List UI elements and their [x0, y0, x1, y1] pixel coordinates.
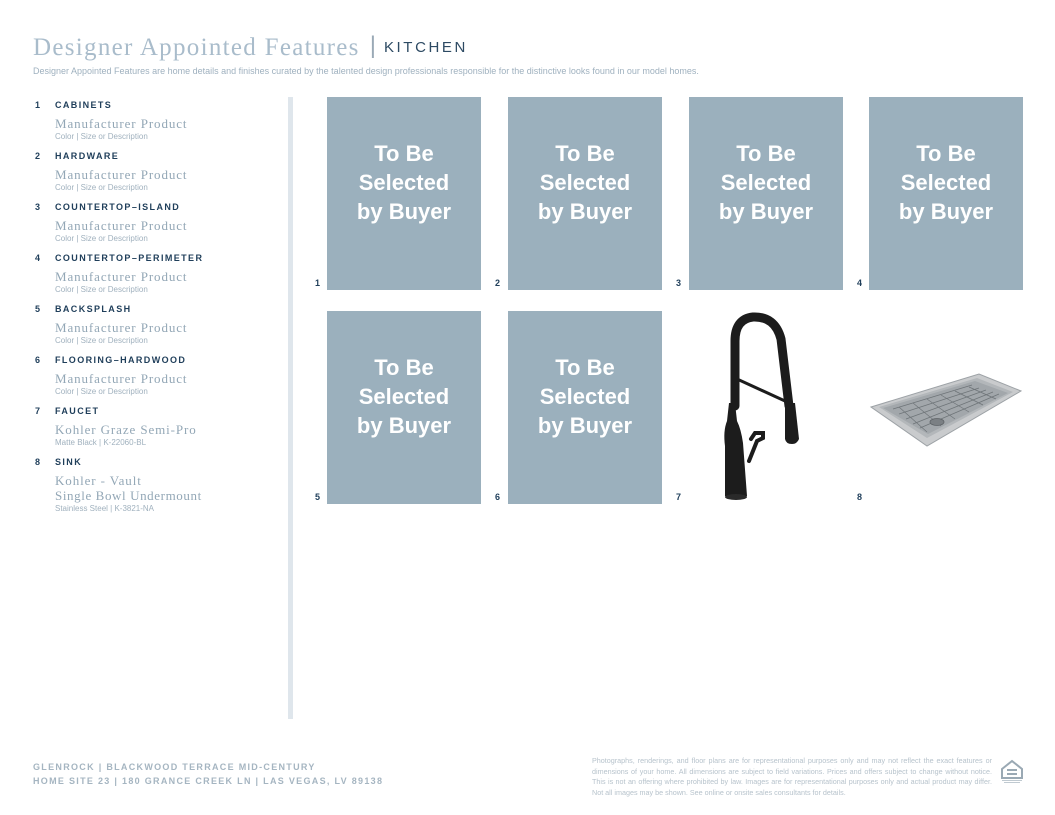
feature-item-flooring-hardwood — [35, 355, 275, 406]
feature-number: 8 — [35, 457, 41, 467]
feature-description: Color | Size or Description — [55, 336, 148, 345]
legal-disclaimer: Photographs, renderings, and floor plans are for representational purposes only and may not reflect the exact features or dimensions of your home. All dimensions are subject to field variations. Prices and offers subject to change without notice. This is not an offering where prohibited by law. Images are for representational purposes only and actual product may differ. Not all images may be shown. See online or onsite sales consultants for details. — [592, 756, 992, 797]
placeholder-tile-2 — [508, 97, 662, 290]
feature-category: FAUCET — [55, 406, 100, 416]
tile-number: 4 — [857, 278, 863, 288]
placeholder-tile-5 — [327, 311, 481, 504]
placeholder-tile-4 — [869, 97, 1023, 290]
tile-number: 1 — [315, 278, 321, 288]
placeholder-tile-3 — [689, 97, 843, 290]
feature-item-faucet — [35, 406, 275, 457]
feature-product: Manufacturer Product — [55, 371, 188, 386]
tile-number: 5 — [315, 492, 321, 502]
feature-description: Color | Size or Description — [55, 285, 148, 294]
page-title: Designer Appointed Features — [33, 34, 360, 61]
title-separator: | — [369, 32, 376, 59]
feature-item-cabinets — [35, 100, 275, 151]
tile-number: 6 — [495, 492, 501, 502]
feature-number: 6 — [35, 355, 41, 365]
home-site-address: HOME SITE 23 | 180 GRANCE CREEK LN | LAS VEGAS, LV 89138 — [33, 776, 384, 786]
feature-category: HARDWARE — [55, 151, 120, 161]
sink-image — [869, 311, 1023, 504]
feature-product: Manufacturer Product — [55, 167, 188, 182]
placeholder-text: To Be Selected by Buyer — [356, 354, 452, 438]
feature-description: Color | Size or Description — [55, 234, 148, 243]
page-header — [33, 34, 468, 62]
feature-number: 3 — [35, 202, 41, 212]
intro-text: Designer Appointed Features are home details and finishes curated by the talented design professionals responsible for the distinctive looks found in our model homes. — [33, 66, 699, 76]
feature-category: SINK — [55, 457, 83, 467]
placeholder-text: To Be Selected by Buyer — [898, 140, 994, 224]
feature-category: COUNTERTOP–PERIMETER — [55, 253, 204, 263]
feature-number: 5 — [35, 304, 41, 314]
feature-item-countertop-perimeter — [35, 253, 275, 304]
feature-number: 7 — [35, 406, 41, 416]
feature-category: COUNTERTOP–ISLAND — [55, 202, 181, 212]
tile-number: 3 — [676, 278, 682, 288]
feature-product: Manufacturer Product — [55, 116, 188, 131]
placeholder-text: To Be Selected by Buyer — [537, 354, 633, 438]
feature-product-line2: Single Bowl Undermount — [55, 488, 202, 503]
faucet-image — [689, 311, 843, 504]
feature-product: Kohler Graze Semi-Pro — [55, 422, 197, 437]
feature-category: FLOORING–HARDWOOD — [55, 355, 187, 365]
feature-description: Color | Size or Description — [55, 183, 148, 192]
feature-category: BACKSPLASH — [55, 304, 132, 314]
footer-address-block — [33, 760, 383, 788]
feature-description: Color | Size or Description — [55, 132, 148, 141]
feature-description: Stainless Steel | K-3821-NA — [55, 504, 155, 513]
feature-item-hardware — [35, 151, 275, 202]
vertical-divider — [288, 97, 293, 719]
feature-list — [35, 100, 275, 517]
placeholder-tile-1 — [327, 97, 481, 290]
feature-description: Matte Black | K-22060-BL — [55, 438, 147, 447]
tile-number: 7 — [676, 492, 682, 502]
feature-description: Color | Size or Description — [55, 387, 148, 396]
feature-product: Kohler - Vault — [55, 473, 142, 488]
feature-number: 2 — [35, 151, 41, 161]
placeholder-text: To Be Selected by Buyer — [356, 140, 452, 224]
room-name: KITCHEN — [383, 39, 468, 56]
feature-product: Manufacturer Product — [55, 269, 188, 284]
tile-number: 2 — [495, 278, 501, 288]
feature-number: 4 — [35, 253, 41, 263]
tile-number: 8 — [857, 492, 863, 502]
feature-product: Manufacturer Product — [55, 218, 188, 233]
feature-item-sink — [35, 457, 275, 517]
community-name: GLENROCK | BLACKWOOD TERRACE MID-CENTURY — [33, 762, 316, 772]
placeholder-text: To Be Selected by Buyer — [718, 140, 814, 224]
equal-housing-opportunity-icon — [1000, 758, 1024, 784]
feature-category: CABINETS — [55, 100, 113, 110]
placeholder-tile-6 — [508, 311, 662, 504]
feature-number: 1 — [35, 100, 41, 110]
feature-product: Manufacturer Product — [55, 320, 188, 335]
placeholder-text: To Be Selected by Buyer — [537, 140, 633, 224]
feature-item-backsplash — [35, 304, 275, 355]
feature-item-countertop-island — [35, 202, 275, 253]
